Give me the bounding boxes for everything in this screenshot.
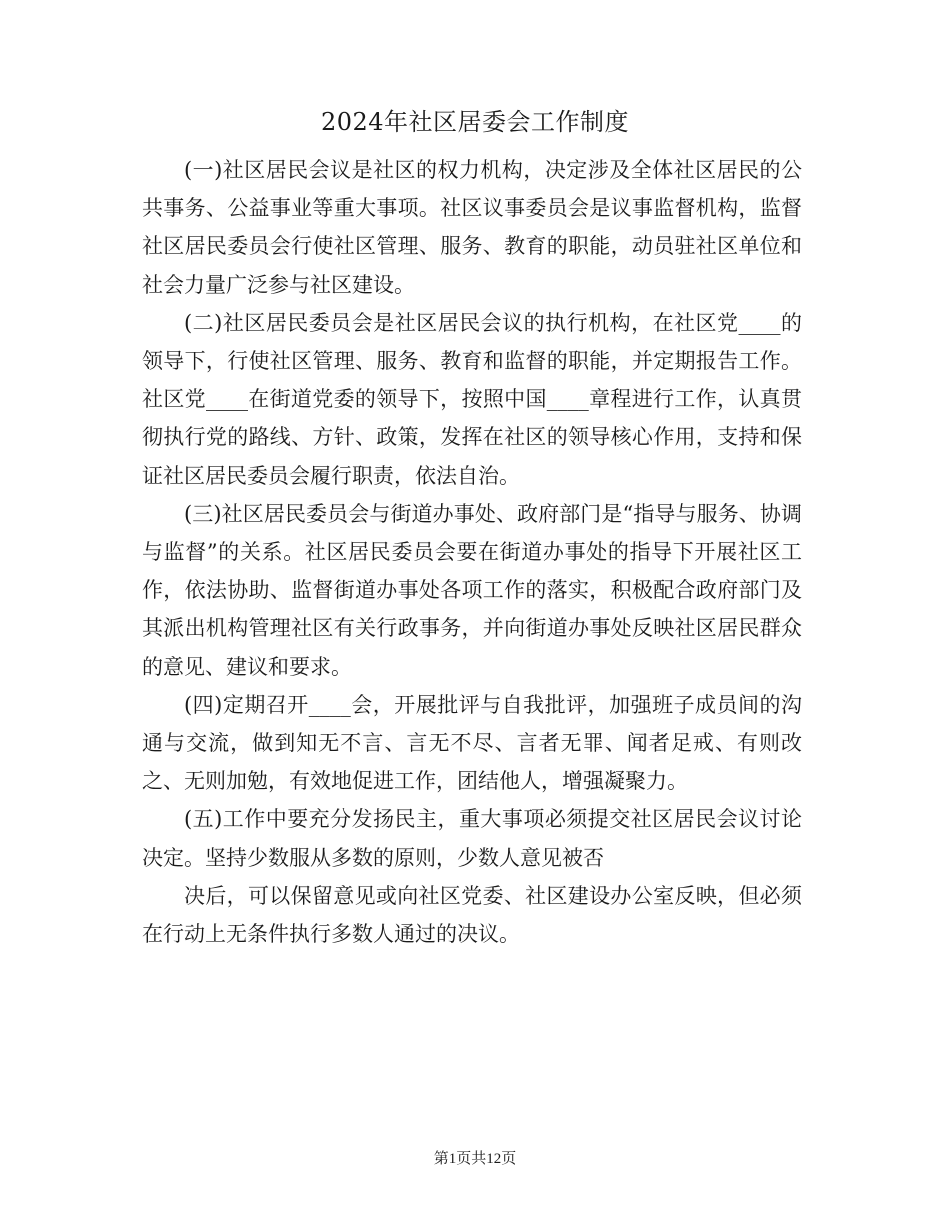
paragraph-6: 决后，可以保留意见或向社区党委、社区建设办公室反映，但必须在行动上无条件执行多数人通过的决议。	[142, 883, 802, 947]
paragraph-3: (三)社区居民委员会与街道办事处、政府部门是“指导与服务、协调与监督”的关系。社区居民委员会要在街道办事处的指导下开展社区工作，依法协助、监督街道办事处各项工作的落实，积极配合政府部门及其派出机构管理社区有关行政事务，并向街道办事处反映社区居民群众的意见、建议和要求。	[142, 501, 802, 679]
document-title: 2024年社区居委会工作制度	[320, 108, 630, 136]
paragraph-4: (四)定期召开____会，开展批评与自我批评，加强班子成员间的沟通与交流，做到知无不言、言无不尽、言者无罪、闻者足戒、有则改之、无则加勉，有效地促进工作，团结他人，增强凝聚力。	[142, 692, 802, 794]
document-body	[142, 151, 802, 953]
paragraph-5: (五)工作中要充分发扬民主，重大事项必须提交社区居民会议讨论决定。坚持少数服从多数的原则，少数人意见被否	[142, 807, 802, 870]
paragraph-2: (二)社区居民委员会是社区居民会议的执行机构，在社区党____的领导下，行使社区管理、服务、教育和监督的职能，并定期报告工作。社区党____在街道党委的领导下，按照中国____章程进行工作，认真贯彻执行党的路线、方针、政策，发挥在社区的领导核心作用，支持和保证社区居民委员会履行职责，依法自治。	[142, 310, 802, 488]
paragraph-1: (一)社区居民会议是社区的权力机构，决定涉及全体社区居民的公共事务、公益事业等重大事项。社区议事委员会是议事监督机构，监督社区居民委员会行使社区管理、服务、教育的职能，动员驻社区单位和社会力量广泛参与社区建设。	[142, 158, 802, 297]
page-number-footer: 第1页共12页	[433, 1151, 517, 1167]
